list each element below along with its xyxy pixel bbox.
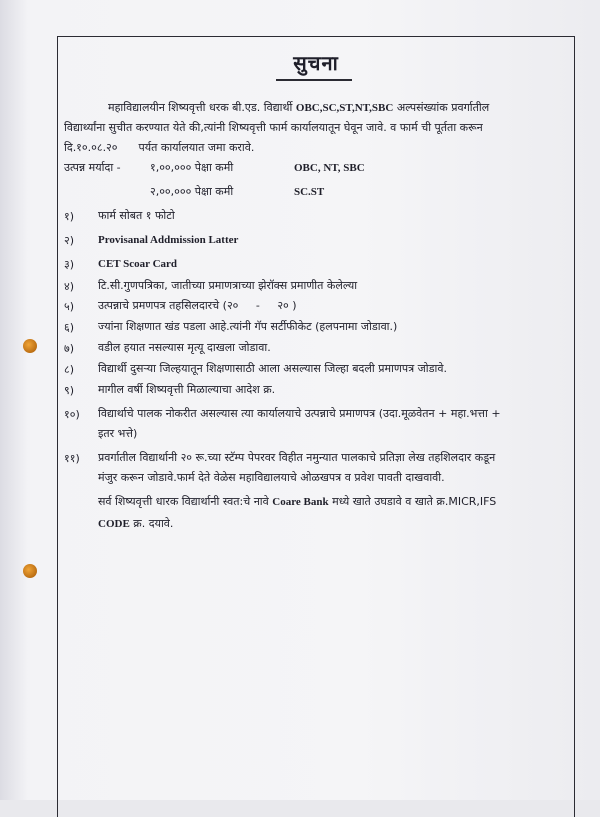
income-category: OBC, NT, SBC — [294, 162, 365, 174]
item-number: ८) — [64, 363, 75, 376]
list-item: उत्पन्नाचे प्रमणपत्र तहसिलदारचे (२० - २० ) — [98, 299, 297, 312]
list-item: मागील वर्षी शिष्यवृत्ती मिळाल्याचा आदेश क्र. — [98, 383, 276, 396]
list-item: प्रवर्गातील विद्यार्थानी २० रू.च्या स्टॅम्प पेपरवर विहीत नमुन्यात पालकाचे प्रतिज्ञा लेख तहशिलदार कडून — [98, 451, 496, 464]
intro-line-3: दि.१०.०८.२० पर्यत कार्यालयात जमा करावे. — [64, 141, 255, 154]
punch-hole — [23, 339, 37, 353]
punch-hole — [23, 564, 37, 578]
intro-line-2: विद्यार्थ्यांना सुचीत करण्यात येते की,त्यांनी शिष्यवृत्ती फार्म कार्यालयातून घेवून जावे. व फार्म ची पूर्तता करून — [64, 121, 483, 134]
item-number: १०) — [64, 408, 80, 421]
item-number: १) — [64, 210, 75, 223]
item-number: ४) — [64, 280, 75, 293]
list-item-continuation: इतर भत्ते) — [98, 427, 138, 440]
income-label: उत्पन्न मर्यादा - — [64, 161, 121, 174]
income-category: SC.ST — [294, 186, 325, 198]
list-item: विद्यार्थी दुसऱ्या जिल्हयातून शिक्षणासाठी आला असल्यास जिल्हा बदली प्रमाणपत्र जोडावे. — [98, 362, 448, 375]
item-number: २) — [64, 234, 75, 247]
list-item: फार्म सोबत १ फोटो — [98, 209, 175, 222]
item-number: ७) — [64, 342, 75, 355]
income-amount: २,००,००० पेक्षा कमी — [150, 185, 234, 198]
title-underline — [276, 79, 352, 81]
notice-frame — [57, 36, 575, 817]
item-number: ३) — [64, 258, 75, 271]
list-item: टि.सी.गुणपत्रिका, जातीच्या प्रमाणत्राच्या झेरॉक्स प्रमाणीत केलेल्या — [98, 279, 358, 292]
list-item: विद्यार्थाचे पालक नोकरीत असल्यास त्या कार्यालयाचे उत्पन्नाचे प्रमाणपत्र (उदा.मूळवेतन + महा.भत्ता + — [98, 407, 501, 420]
income-amount: १,००,००० पेक्षा कमी — [150, 161, 234, 174]
item-number: ५) — [64, 300, 75, 313]
notice-title: सुचना — [293, 51, 339, 75]
closing-line-1: सर्व शिष्यवृत्ती धारक विद्यार्थानी स्वत:चे नावे Coare Bank मध्ये खाते उघडावे व खाते क्र.MICR,IFS — [98, 495, 497, 508]
list-item: वडील हयात नसल्यास मृत्यू दाखला जोडावा. — [98, 341, 271, 354]
item-number: ६) — [64, 321, 75, 334]
item-number: ११) — [64, 452, 80, 465]
list-item: CET Scoar Card — [98, 258, 178, 270]
list-item-continuation: मंजुर करून जोडावे.फार्म देते वेळेस महाविद्यालयाचे ओळखपत्र व प्रवेश पावती दाखवावी. — [98, 471, 445, 484]
item-number: ९) — [64, 384, 75, 397]
intro-line-1: महाविद्यालयीन शिष्यवृत्ती धरक बी.एड. विद्यार्थी OBC,SC,ST,NT,SBC अल्पसंख्यांक प्रवर्गातील — [108, 101, 490, 114]
closing-line-2: CODE क्र. दयावे. — [98, 517, 174, 530]
list-item: ज्यांना शिक्षणात खंड पडला आहे.त्यांनी गॅप सर्टीफीकेट (हलपनामा जोडावा.) — [98, 320, 398, 333]
list-item: Provisanal Addmission Latter — [98, 234, 239, 246]
